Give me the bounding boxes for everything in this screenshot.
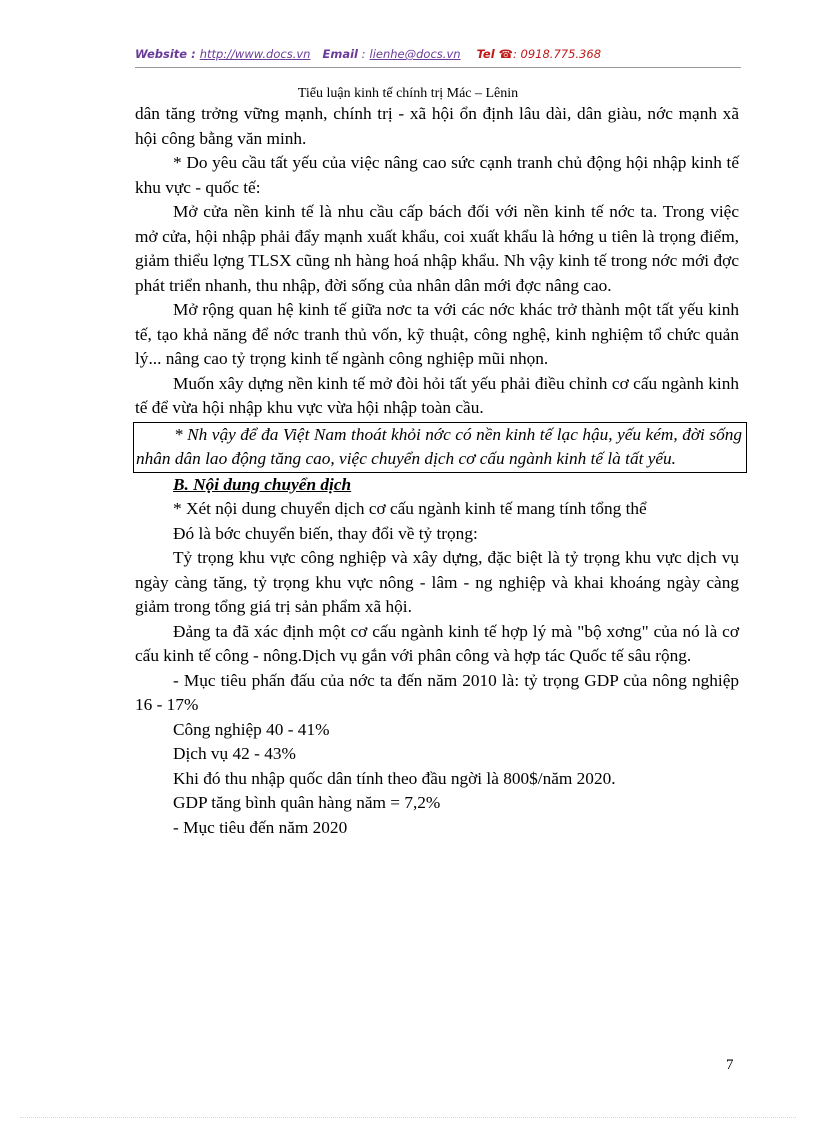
paragraph: Đảng ta đã xác định một cơ cấu ngành kinh tế hợp lý mà "bộ xơng" của nó là cơ cấu kinh tế công - nông.Dịch vụ gắn với phân công và hợp tác Quốc tế sâu rộng. xyxy=(135,621,739,665)
paragraph: Tỷ trọng khu vực công nghiệp và xây dựng, đặc biệt là tỷ trọng khu vực dịch vụ ngày càng tăng, tỷ trọng khu vực nông - lâm - ng nghiệp và khai khoáng ngày càng giảm trong tổng giá trị sản phẩm xã hội. xyxy=(135,548,739,616)
website-label: Website : xyxy=(135,47,196,61)
paragraph: Đó là bớc chuyển biến, thay đổi về tỷ trọng: xyxy=(173,523,478,543)
list-line: Công nghiệp 40 - 41% xyxy=(173,719,330,739)
email-label: Email xyxy=(322,47,358,61)
conclusion-text: * Nh vậy để đa Việt Nam thoát khỏi nớc có nền kinh tế lạc hậu, yếu kém, đời sống nhân dân lao động tăng cao, việc chuyển dịch cơ cấu ngành kinh tế là tất yếu. xyxy=(136,424,742,468)
page-bottom-border xyxy=(20,1117,796,1118)
paragraph: Muốn xây dựng nền kinh tế mở đòi hỏi tất yếu phải điều chỉnh cơ cấu ngành kinh tế để vừa hội nhập khu vực vừa hội nhập toàn cầu. xyxy=(135,373,739,417)
paragraph: * Do yêu cầu tất yếu của việc nâng cao sức cạnh tranh chủ động hội nhập kinh tế khu vực - quốc tế: xyxy=(135,153,739,197)
conclusion-box xyxy=(133,422,747,473)
tel-value: : 0918.775.368 xyxy=(513,47,602,61)
page-body xyxy=(135,102,742,840)
running-title: Tiểu luận kinh tế chính trị Mác – Lênin xyxy=(297,86,519,101)
page-header xyxy=(135,47,741,67)
list-line: Khi đó thu nhập quốc dân tính theo đầu ngời là 800$/năm 2020. xyxy=(173,768,616,788)
list-line: GDP tăng bình quân hàng năm = 7,2% xyxy=(173,793,441,812)
section-heading: B. Nội dung chuyển dịch xyxy=(173,474,352,494)
page-number: 7 xyxy=(726,1057,734,1073)
paragraph: - Mục tiêu phấn đấu của nớc ta đến năm 2010 là: tỷ trọng GDP của nông nghiệp 16 - 17% xyxy=(135,670,739,714)
website-link[interactable]: http://www.docs.vn xyxy=(199,47,311,61)
header-rule xyxy=(135,67,741,68)
list-line: - Mục tiêu đến năm 2020 xyxy=(173,817,348,837)
list-line: Dịch vụ 42 - 43% xyxy=(173,744,296,763)
paragraph: * Xét nội dung chuyển dịch cơ cấu ngành kinh tế mang tính tổng thể xyxy=(173,499,647,518)
paragraph: dân tăng trởng vững mạnh, chính trị - xã hội ổn định lâu dài, dân giàu, nớc mạnh xã hội công bằng văn minh. xyxy=(135,104,739,148)
tel-label: Tel ☎ xyxy=(476,47,513,61)
paragraph: Mở rộng quan hệ kinh tế giữa nơc ta với các nớc khác trở thành một tất yếu kinh tế, tạo khả năng để nớc tranh thủ vốn, kỹ thuật, công nghệ, kinh nghiệm tổ chức quản lý... nâng cao tỷ trọng kinh tế ngành công nghiệp mũi nhọn. xyxy=(135,300,739,368)
email-link[interactable]: lienhe@docs.vn xyxy=(369,47,461,61)
paragraph: Mở cửa nền kinh tế là nhu cầu cấp bách đối với nền kinh tế nớc ta. Trong việc mở cửa, hội nhập phải đẩy mạnh xuất khẩu, coi xuất khẩu là hớng u tiên là trọng điểm, giảm thiểu lợng TLSX cũng nh hàng hoá nhập khẩu. Nh vậy kinh tế trong nớc mới đợc phát triển nhanh, thu nhập, đời sống của nhân dân mới đợc nâng cao. xyxy=(135,202,739,295)
email-separator: : xyxy=(357,47,366,61)
